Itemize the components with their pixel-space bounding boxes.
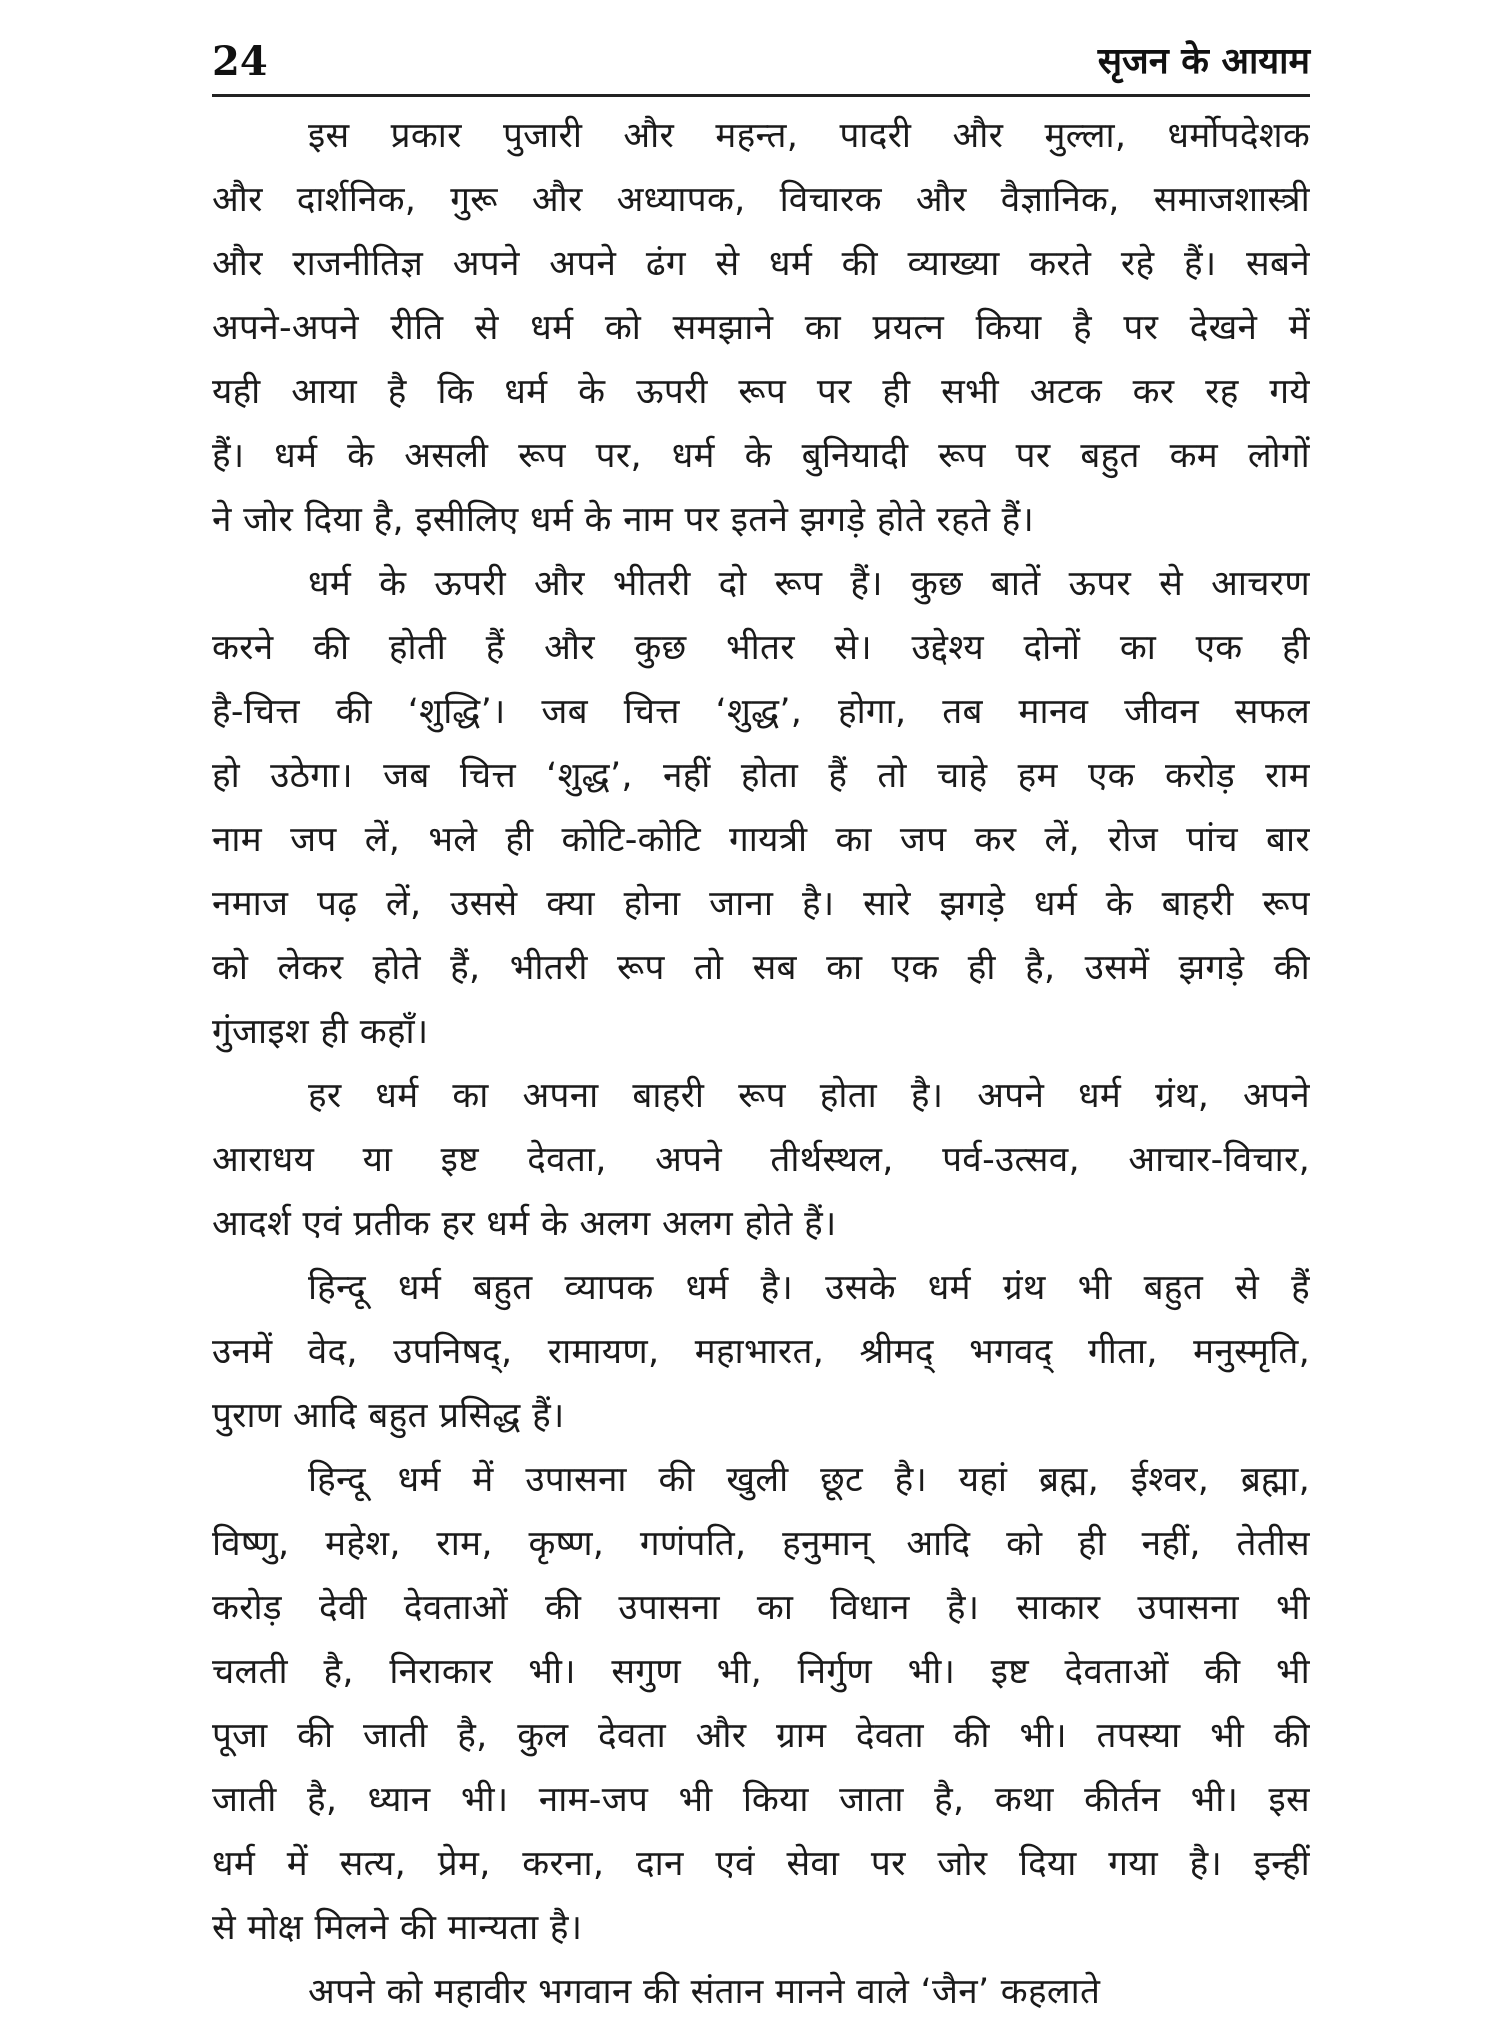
text-line: चलती है, निराकार भी। सगुण भी, निर्गुण भी। इष्ट देवताओं की भी (212, 1652, 1310, 1692)
text-line: पूजा की जाती है, कुल देवता और ग्राम देवता की भी। तपस्या भी की (212, 1716, 1310, 1756)
page-number: 24 (212, 38, 268, 85)
text-line: नमाज पढ़ लें, उससे क्या होना जाना है। सारे झगड़े धर्म के बाहरी रूप (212, 884, 1310, 924)
text-line: धर्म के ऊपरी और भीतरी दो रूप हैं। कुछ बातें ऊपर से आचरण (308, 564, 1310, 604)
text-line: और दार्शनिक, गुरू और अध्यापक, विचारक और वैज्ञानिक, समाजशास्त्री (212, 180, 1310, 220)
text-line: हिन्दू धर्म बहुत व्यापक धर्म है। उसके धर्म ग्रंथ भी बहुत से हैं (308, 1268, 1310, 1308)
text-line: अपने-अपने रीति से धर्म को समझाने का प्रयत्न किया है पर देखने में (212, 308, 1310, 348)
body-text (212, 104, 1310, 2024)
text-line: करोड़ देवी देवताओं की उपासना का विधान है। साकार उपासना भी (212, 1588, 1310, 1628)
text-line: विष्णु, महेश, राम, कृष्ण, गणंपति, हनुमान् आदि को ही नहीं, तेतीस (212, 1524, 1310, 1564)
text-line: पुराण आदि बहुत प्रसिद्ध हैं। (212, 1396, 565, 1436)
text-line: हर धर्म का अपना बाहरी रूप होता है। अपने धर्म ग्रंथ, अपने (308, 1076, 1310, 1116)
text-line: और राजनीतिज्ञ अपने अपने ढंग से धर्म की व्याख्या करते रहे हैं। सबने (212, 244, 1310, 284)
paragraph (212, 1960, 1310, 2024)
text-line: ने जोर दिया है, इसीलिए धर्म के नाम पर इतने झगड़े होते रहते हैं। (212, 500, 1035, 540)
text-line: अपने को महावीर भगवान की संतान मानने वाले ‘जैन’ कहलाते (308, 1972, 1101, 2012)
text-line: हिन्दू धर्म में उपासना की खुली छूट है। यहां ब्रह्म, ईश्वर, ब्रह्मा, (308, 1460, 1310, 1500)
page-header (212, 36, 1310, 94)
paragraph (212, 104, 1310, 552)
paragraph (212, 552, 1310, 1064)
running-title: सृजन के आयाम (1097, 41, 1310, 82)
text-line: यही आया है कि धर्म के ऊपरी रूप पर ही सभी अटक कर रह गये (212, 372, 1310, 412)
text-line: हैं। धर्म के असली रूप पर, धर्म के बुनियादी रूप पर बहुत कम लोगों (212, 436, 1310, 476)
paragraph (212, 1256, 1310, 1448)
text-line: गुंजाइश ही कहाँ। (212, 1012, 429, 1052)
text-line: हो उठेगा। जब चित्त ‘शुद्ध’, नहीं होता हैं तो चाहे हम एक करोड़ राम (212, 756, 1310, 796)
text-line: से मोक्ष मिलने की मान्यता है। (212, 1908, 583, 1948)
text-line: इस प्रकार पुजारी और महन्त, पादरी और मुल्ला, धर्मोपदेशक (308, 116, 1310, 156)
text-line: आराधय या इष्ट देवता, अपने तीर्थस्थल, पर्व-उत्सव, आचार-विचार, (212, 1140, 1310, 1180)
text-line: आदर्श एवं प्रतीक हर धर्म के अलग अलग होते हैं। (212, 1204, 837, 1244)
text-line: करने की होती हैं और कुछ भीतर से। उद्देश्य दोनों का एक ही (212, 628, 1310, 668)
paragraph (212, 1064, 1310, 1256)
text-line: को लेकर होते हैं, भीतरी रूप तो सब का एक ही है, उसमें झगड़े की (212, 948, 1310, 988)
header-rule (212, 94, 1310, 97)
text-line: नाम जप लें, भले ही कोटि-कोटि गायत्री का जप कर लें, रोज पांच बार (212, 820, 1310, 860)
text-line: धर्म में सत्य, प्रेम, करना, दान एवं सेवा पर जोर दिया गया है। इन्हीं (212, 1844, 1310, 1884)
text-line: उनमें वेद, उपनिषद्, रामायण, महाभारत, श्रीमद् भगवद् गीता, मनुस्मृति, (212, 1332, 1310, 1372)
text-line: है-चित्त की ‘शुद्धि’। जब चित्त ‘शुद्ध’, होगा, तब मानव जीवन सफल (212, 692, 1310, 732)
paragraph (212, 1448, 1310, 1960)
text-line: जाती है, ध्यान भी। नाम-जप भी किया जाता है, कथा कीर्तन भी। इस (212, 1780, 1310, 1820)
